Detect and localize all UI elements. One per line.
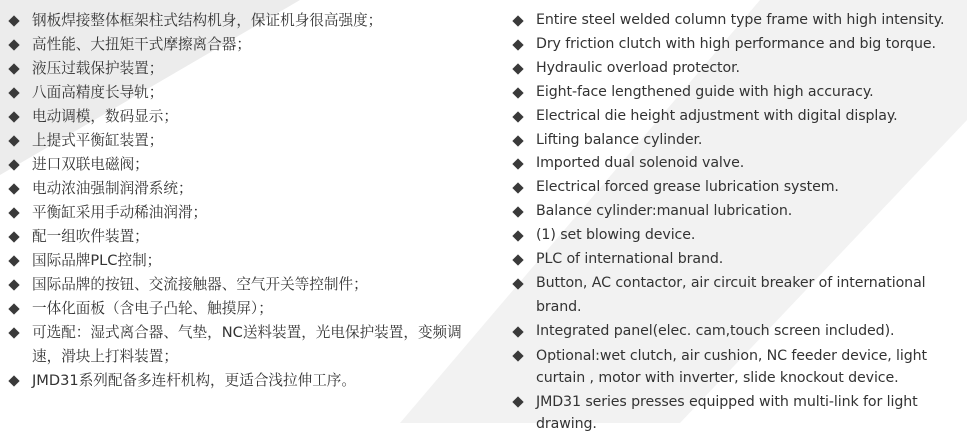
- list-item: Optional:wet clutch, air cushion, NC feeder device, light curtain , motor with inverter, slide knockout device.: [513, 344, 965, 390]
- diamond-bullet-icon: [512, 278, 523, 289]
- list-item: 平衡缸采用手动稀油润滑；: [9, 201, 489, 225]
- list-item: 配一组吹件装置；: [9, 225, 489, 249]
- chinese-feature-list: [9, 9, 489, 393]
- diamond-bullet-icon: [8, 279, 19, 290]
- diamond-bullet-icon: [512, 207, 523, 218]
- list-item: Integrated panel(elec. cam,touch screen included).: [513, 320, 965, 344]
- english-feature-list: [513, 9, 965, 436]
- diamond-bullet-icon: [8, 87, 19, 98]
- diamond-bullet-icon: [8, 183, 19, 194]
- list-item: 钢板焊接整体框架柱式结构机身，保证机身很高强度；: [9, 9, 489, 33]
- diamond-bullet-icon: [512, 396, 523, 407]
- diamond-bullet-icon: [8, 135, 19, 146]
- list-item: PLC of international brand.: [513, 248, 965, 272]
- diamond-bullet-icon: [8, 15, 19, 26]
- list-item: Lifting balance cylinder.: [513, 129, 965, 153]
- list-item: Dry friction clutch with high performance and big torque.: [513, 33, 965, 57]
- diamond-bullet-icon: [8, 327, 19, 338]
- list-item: Button, AC contactor, air circuit breaker of international brand.: [513, 272, 965, 320]
- list-item: Balance cylinder:manual lubrication.: [513, 200, 965, 224]
- diamond-bullet-icon: [8, 207, 19, 218]
- list-item: Eight-face lengthened guide with high accuracy.: [513, 81, 965, 105]
- diamond-bullet-icon: [8, 303, 19, 314]
- list-item: 电动调模，数码显示；: [9, 105, 489, 129]
- list-item: 电动浓油强制润滑系统；: [9, 177, 489, 201]
- diamond-bullet-icon: [8, 231, 19, 242]
- diamond-bullet-icon: [512, 63, 523, 74]
- diamond-bullet-icon: [8, 255, 19, 266]
- diamond-bullet-icon: [512, 15, 523, 26]
- diamond-bullet-icon: [512, 39, 523, 50]
- list-item: 上提式平衡缸装置；: [9, 129, 489, 153]
- diamond-bullet-icon: [8, 63, 19, 74]
- list-item: JMD31系列配备多连杆机构，更适合浅拉伸工序。: [9, 369, 489, 393]
- list-item: 进口双联电磁阀；: [9, 153, 489, 177]
- list-item: Electrical forced grease lubrication system.: [513, 176, 965, 200]
- diamond-bullet-icon: [512, 254, 523, 265]
- list-item: 国际品牌的按钮、交流接触器、空气开关等控制件；: [9, 273, 489, 297]
- diamond-bullet-icon: [512, 183, 523, 194]
- diamond-bullet-icon: [512, 159, 523, 170]
- list-item: Imported dual solenoid valve.: [513, 152, 965, 176]
- diamond-bullet-icon: [512, 135, 523, 146]
- list-item: (1) set blowing device.: [513, 224, 965, 248]
- list-item: 国际品牌PLC控制；: [9, 249, 489, 273]
- list-item: 一体化面板（含电子凸轮、触摸屏）；: [9, 297, 489, 321]
- diamond-bullet-icon: [8, 159, 19, 170]
- diamond-bullet-icon: [512, 326, 523, 337]
- list-item: 可选配：湿式离合器、气垫，NC送料装置，光电保护装置，变频调速，滑块上打料装置；: [9, 321, 489, 369]
- list-item: 八面高精度长导轨；: [9, 81, 489, 105]
- diamond-bullet-icon: [8, 39, 19, 50]
- list-item: 高性能、大扭矩干式摩擦离合器；: [9, 33, 489, 57]
- diamond-bullet-icon: [512, 230, 523, 241]
- list-item: JMD31 series presses equipped with multi-link for light drawing.: [513, 390, 965, 436]
- list-item: Hydraulic overload protector.: [513, 57, 965, 81]
- diamond-bullet-icon: [8, 111, 19, 122]
- list-item: Electrical die height adjustment with digital display.: [513, 105, 965, 129]
- list-item: Entire steel welded column type frame with high intensity.: [513, 9, 965, 33]
- list-item: 液压过载保护装置；: [9, 57, 489, 81]
- diamond-bullet-icon: [8, 375, 19, 386]
- diamond-bullet-icon: [512, 350, 523, 361]
- diamond-bullet-icon: [512, 87, 523, 98]
- diamond-bullet-icon: [512, 111, 523, 122]
